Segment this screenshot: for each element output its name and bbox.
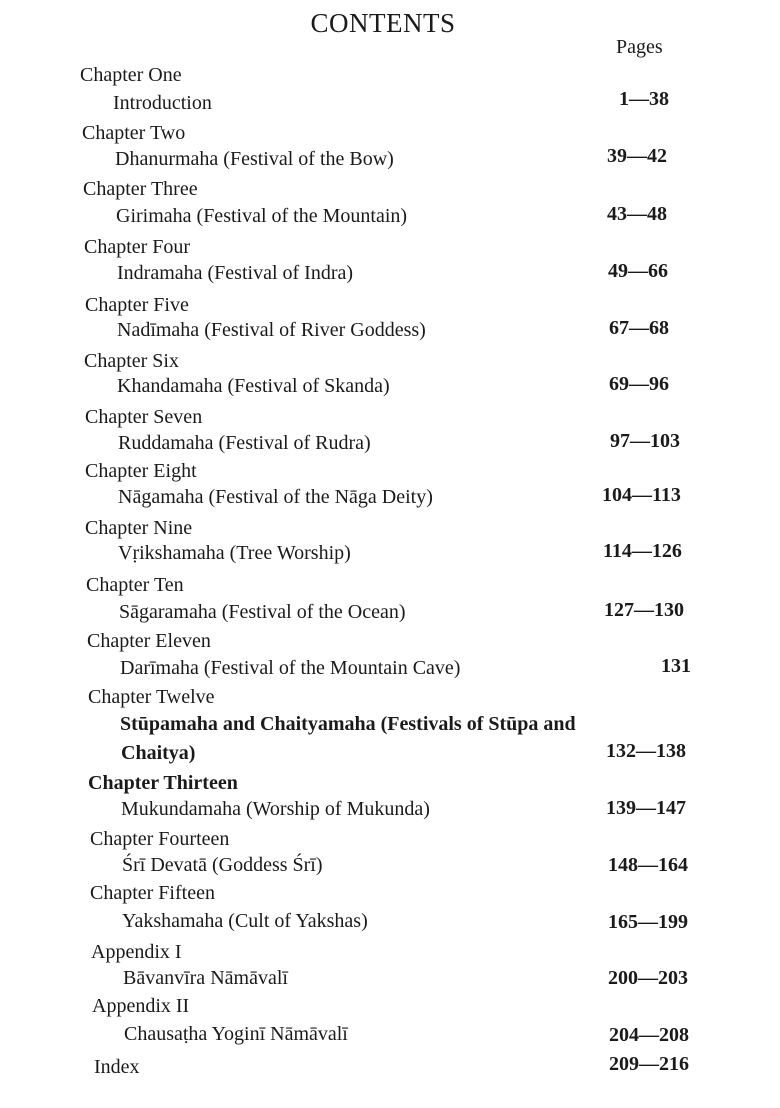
index-label: Index <box>94 1056 140 1078</box>
chapter-title: Dhanurmaha (Festival of the Bow) <box>115 148 394 170</box>
chapter-heading: Chapter Fifteen <box>90 882 215 904</box>
chapter-heading: Chapter Twelve <box>88 686 215 708</box>
page-range: 114—126 <box>603 540 682 562</box>
page-range: 43—48 <box>607 203 667 225</box>
chapter-heading: Chapter Nine <box>85 517 193 539</box>
chapter-heading: Chapter Four <box>84 236 191 258</box>
chapter-title: Indramaha (Festival of Indra) <box>117 262 354 284</box>
appendix-heading: Appendix II <box>92 995 190 1017</box>
chapter-title: Śrī Devatā (Goddess Śrī) <box>122 854 323 876</box>
chapter-title: Ruddamaha (Festival of Rudra) <box>118 432 371 454</box>
chapter-title: Yakshamaha (Cult of Yakshas) <box>122 910 368 932</box>
chapter-heading: Chapter Eight <box>85 460 197 482</box>
chapter-heading: Chapter Eleven <box>87 630 211 652</box>
page-range: 1—38 <box>619 88 669 110</box>
page-title: CONTENTS <box>310 8 456 38</box>
page-range: 104—113 <box>602 484 681 506</box>
page-range: 127—130 <box>604 599 684 621</box>
page-range: 132—138 <box>606 740 686 762</box>
chapter-heading: Chapter Thirteen <box>88 772 238 794</box>
page-range: 69—96 <box>609 373 669 395</box>
chapter-title: Introduction <box>113 92 212 114</box>
chapter-heading: Chapter Two <box>82 122 186 144</box>
chapter-heading: Chapter Six <box>84 350 179 372</box>
pages-column-header: Pages <box>616 36 663 58</box>
chapter-title: Sāgaramaha (Festival of the Ocean) <box>119 601 406 623</box>
page-range: 131 <box>661 655 691 677</box>
appendix-heading: Appendix I <box>91 941 182 963</box>
chapter-title: Vṛikshamaha (Tree Worship) <box>118 542 351 564</box>
page-range: 39—42 <box>607 145 667 167</box>
chapter-heading: Chapter Five <box>85 294 189 316</box>
page-range: 67—68 <box>609 317 669 339</box>
page-range: 204—208 <box>609 1024 689 1046</box>
chapter-title: Nāgamaha (Festival of the Nāga Deity) <box>118 486 433 508</box>
chapter-heading: Chapter Fourteen <box>90 828 230 850</box>
page-range: 200—203 <box>608 967 688 989</box>
page-range: 139—147 <box>606 797 686 819</box>
chapter-heading: Chapter Seven <box>85 406 203 428</box>
appendix-title: Bāvanvīra Nāmāvalī <box>123 967 288 989</box>
chapter-title-line-1: Stūpamaha and Chaityamaha (Festivals of Stūpa and <box>120 713 576 735</box>
chapter-title: Girimaha (Festival of the Mountain) <box>116 205 408 227</box>
page-range: 97—103 <box>610 430 680 452</box>
page-range: 49—66 <box>608 260 668 282</box>
chapter-title: Mukundamaha (Worship of Mukunda) <box>121 798 430 820</box>
chapter-title-line-2: Chaitya) <box>121 742 196 764</box>
chapter-title: Khandamaha (Festival of Skanda) <box>117 375 390 397</box>
chapter-heading: Chapter Ten <box>86 574 184 596</box>
page-range: 165—199 <box>608 911 688 933</box>
chapter-heading: Chapter Three <box>83 178 198 200</box>
chapter-title: Nadīmaha (Festival of River Goddess) <box>117 319 426 341</box>
appendix-title: Chausaṭha Yoginī Nāmāvalī <box>124 1023 348 1045</box>
chapter-title: Darīmaha (Festival of the Mountain Cave) <box>120 657 461 679</box>
chapter-heading: Chapter One <box>80 64 182 86</box>
page-range: 148—164 <box>608 854 688 876</box>
page-range: 209—216 <box>609 1053 689 1075</box>
